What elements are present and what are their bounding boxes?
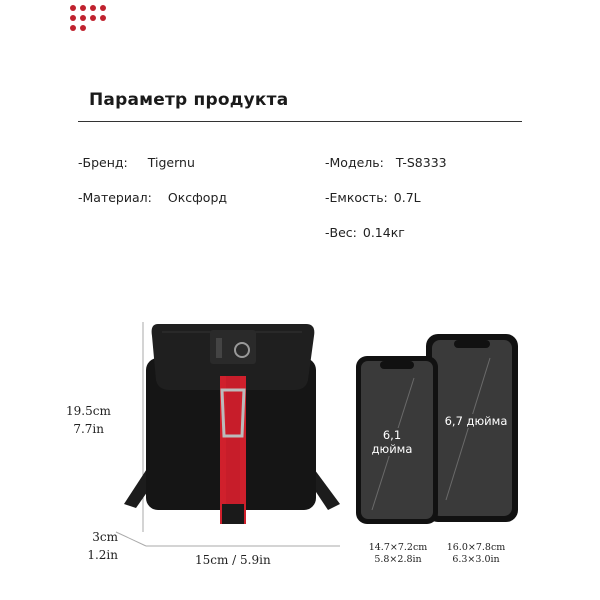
spec-value: T-S8333 bbox=[395, 155, 447, 170]
bag-illustration bbox=[118, 318, 348, 530]
phone-size-in: 5.8×2.8in bbox=[374, 554, 422, 565]
height-label bbox=[66, 402, 110, 438]
phone-size-in: 6.3×3.0in bbox=[452, 554, 500, 565]
spec-label: -Бренд: bbox=[78, 155, 128, 170]
depth-label bbox=[86, 528, 118, 564]
spec-label: -Модель: bbox=[325, 155, 384, 170]
phone-size-small bbox=[358, 542, 438, 566]
depth-in: 1.2in bbox=[87, 548, 118, 562]
height-cm: 19.5cm bbox=[66, 404, 111, 418]
spec-label: -Вес: bbox=[325, 225, 357, 240]
page-title: Параметр продукта bbox=[89, 90, 289, 110]
depth-cm: 3cm bbox=[92, 530, 118, 544]
phone-screen-label-small: 6,1 дюйма bbox=[361, 428, 423, 456]
phone-screen-label-large: 6,7 дюйма bbox=[440, 414, 512, 428]
phone-size-cm: 16.0×7.8cm bbox=[446, 542, 506, 553]
spec-value: Оксфорд bbox=[167, 190, 228, 205]
spec-value: 0.14кг bbox=[362, 225, 405, 240]
spec-value: 0.7L bbox=[393, 190, 421, 205]
spec-label: -Материал: bbox=[78, 190, 152, 205]
spec-label: -Емкость: bbox=[325, 190, 388, 205]
phone-size-large bbox=[436, 542, 516, 566]
spec-value: Tigernu bbox=[147, 155, 195, 170]
height-in: 7.7in bbox=[73, 422, 104, 436]
phone-size-cm: 14.7×7.2cm bbox=[368, 542, 428, 553]
width-label: 15cm / 5.9in bbox=[195, 553, 271, 567]
